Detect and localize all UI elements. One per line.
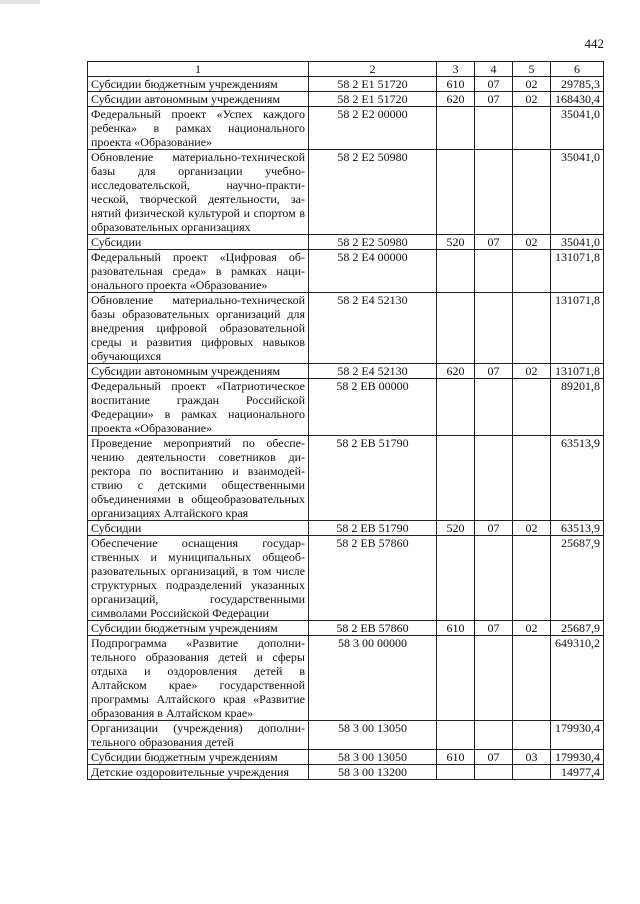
table-row: [88, 721, 604, 750]
row-subsection: [513, 765, 551, 780]
row-amount: 63513,9: [551, 436, 604, 521]
row-amount: 35041,0: [551, 150, 604, 235]
row-section: [475, 379, 513, 436]
header-col-2: 2: [309, 62, 437, 77]
row-amount: 131071,8: [551, 250, 604, 293]
row-code: 58 2 EB 51790: [309, 521, 437, 536]
row-expense-type: [437, 721, 475, 750]
row-amount: 63513,9: [551, 521, 604, 536]
row-section: 07: [475, 92, 513, 107]
row-subsection: 02: [513, 364, 551, 379]
row-code: 58 2 E1 51720: [309, 77, 437, 92]
row-amount: 89201,8: [551, 379, 604, 436]
row-code: 58 2 E4 52130: [309, 293, 437, 364]
table-row: [88, 536, 604, 621]
row-code: 58 2 E1 51720: [309, 92, 437, 107]
header-col-5: 5: [513, 62, 551, 77]
row-description: Обновление материально-технической базы для организации учебно-исследовательской, научно-практической, творческой деятельности, занятий физической культурой и спортом в образовательных организациях: [88, 150, 309, 235]
row-description: Обеспечение оснащения государственных и муниципальных общеобразовательных организаций, в том числе структурных подразделений указанных организаций, государственными символами Российской Федерации: [88, 536, 309, 621]
row-amount: 179930,4: [551, 750, 604, 765]
row-subsection: 02: [513, 521, 551, 536]
row-amount: 168430,4: [551, 92, 604, 107]
row-expense-type: 620: [437, 92, 475, 107]
budget-table-wrapper: [87, 61, 603, 780]
row-subsection: [513, 436, 551, 521]
header-col-1: 1: [88, 62, 309, 77]
row-section: [475, 436, 513, 521]
row-amount: 25687,9: [551, 621, 604, 636]
row-code: 58 3 00 13050: [309, 750, 437, 765]
row-section: [475, 536, 513, 621]
row-section: [475, 293, 513, 364]
table-row: [88, 379, 604, 436]
row-code: 58 3 00 13200: [309, 765, 437, 780]
row-subsection: 02: [513, 77, 551, 92]
row-subsection: [513, 721, 551, 750]
row-subsection: [513, 379, 551, 436]
budget-table: [87, 61, 604, 780]
row-section: 07: [475, 750, 513, 765]
row-expense-type: 520: [437, 235, 475, 250]
table-header-row: [88, 62, 604, 77]
row-subsection: 02: [513, 235, 551, 250]
row-expense-type: 610: [437, 750, 475, 765]
row-expense-type: [437, 765, 475, 780]
row-expense-type: 610: [437, 621, 475, 636]
header-col-6: 6: [551, 62, 604, 77]
table-row: [88, 364, 604, 379]
table-row: [88, 77, 604, 92]
row-expense-type: [437, 436, 475, 521]
row-subsection: [513, 250, 551, 293]
row-description: Федеральный проект «Патриотическое воспитание граждан Российской Федерации» в рамках национального проекта «Образование»: [88, 379, 309, 436]
row-code: 58 2 E2 50980: [309, 235, 437, 250]
row-description: Федеральный проект «Успех каждого ребенка» в рамках национального проекта «Образование»: [88, 107, 309, 150]
scan-edge-mark: [0, 0, 40, 4]
row-expense-type: [437, 250, 475, 293]
row-section: 07: [475, 235, 513, 250]
row-section: [475, 636, 513, 721]
table-row: [88, 436, 604, 521]
row-description: Субсидии бюджетным учреждениям: [88, 77, 309, 92]
table-row: [88, 107, 604, 150]
row-expense-type: 520: [437, 521, 475, 536]
row-amount: 35041,0: [551, 235, 604, 250]
row-section: 07: [475, 621, 513, 636]
table-row: [88, 636, 604, 721]
row-code: 58 2 EB 57860: [309, 536, 437, 621]
table-row: [88, 521, 604, 536]
row-code: 58 2 E4 52130: [309, 364, 437, 379]
row-code: 58 2 EB 00000: [309, 379, 437, 436]
row-code: 58 2 EB 57860: [309, 621, 437, 636]
table-body: [88, 77, 604, 780]
row-description: Детские оздоровительные учреждения: [88, 765, 309, 780]
table-row: [88, 92, 604, 107]
row-subsection: [513, 293, 551, 364]
row-description: Подпрограмма «Развитие дополнительного образования детей и сферы отдыха и оздоровления детей в Алтайском крае» государственной программы Алтайского края «Развитие образования в Алтайском крае»: [88, 636, 309, 721]
row-code: 58 2 E4 00000: [309, 250, 437, 293]
row-amount: 25687,9: [551, 536, 604, 621]
row-section: 07: [475, 77, 513, 92]
row-description: Субсидии бюджетным учреждениям: [88, 750, 309, 765]
row-description: Субсидии автономным учреждениям: [88, 92, 309, 107]
row-amount: 131071,8: [551, 293, 604, 364]
row-expense-type: [437, 107, 475, 150]
row-description: Проведение мероприятий по обеспечению деятельности советников директора по воспитанию и взаимодействию с детскими общественными объединениями в общеобразовательных организациях Алтайского края: [88, 436, 309, 521]
row-subsection: 02: [513, 92, 551, 107]
row-expense-type: 620: [437, 364, 475, 379]
table-row: [88, 235, 604, 250]
row-subsection: 02: [513, 621, 551, 636]
row-section: 07: [475, 521, 513, 536]
row-subsection: [513, 150, 551, 235]
row-expense-type: [437, 379, 475, 436]
row-code: 58 2 E2 00000: [309, 107, 437, 150]
row-description: Субсидии автономным учреждениям: [88, 364, 309, 379]
table-row: [88, 750, 604, 765]
row-section: 07: [475, 364, 513, 379]
row-section: [475, 107, 513, 150]
table-row: [88, 621, 604, 636]
row-code: 58 3 00 13050: [309, 721, 437, 750]
header-col-4: 4: [475, 62, 513, 77]
row-subsection: [513, 107, 551, 150]
row-section: [475, 150, 513, 235]
row-expense-type: 610: [437, 77, 475, 92]
row-description: Обновление материально-технической базы образовательных организаций для внедрения цифровой образовательной среды и развития цифровых навыков обучающихся: [88, 293, 309, 364]
row-amount: 131071,8: [551, 364, 604, 379]
row-description: Организации (учреждения) дополнительного образования детей: [88, 721, 309, 750]
row-amount: 649310,2: [551, 636, 604, 721]
row-subsection: [513, 636, 551, 721]
row-expense-type: [437, 150, 475, 235]
row-section: [475, 721, 513, 750]
row-expense-type: [437, 293, 475, 364]
row-expense-type: [437, 636, 475, 721]
row-amount: 35041,0: [551, 107, 604, 150]
row-expense-type: [437, 536, 475, 621]
table-row: [88, 250, 604, 293]
row-description: Субсидии: [88, 521, 309, 536]
table-row: [88, 293, 604, 364]
table-row: [88, 150, 604, 235]
page-number: 442: [584, 36, 604, 51]
header-col-3: 3: [437, 62, 475, 77]
table-row: [88, 765, 604, 780]
row-amount: 14977,4: [551, 765, 604, 780]
row-amount: 29785,3: [551, 77, 604, 92]
row-subsection: 03: [513, 750, 551, 765]
row-description: Субсидии бюджетным учреждениям: [88, 621, 309, 636]
row-subsection: [513, 536, 551, 621]
row-section: [475, 250, 513, 293]
row-amount: 179930,4: [551, 721, 604, 750]
row-code: 58 3 00 00000: [309, 636, 437, 721]
row-section: [475, 765, 513, 780]
row-description: Федеральный проект «Цифровая образовательная среда» в рамках национального проекта «Образование»: [88, 250, 309, 293]
row-description: Субсидии: [88, 235, 309, 250]
row-code: 58 2 EB 51790: [309, 436, 437, 521]
row-code: 58 2 E2 50980: [309, 150, 437, 235]
